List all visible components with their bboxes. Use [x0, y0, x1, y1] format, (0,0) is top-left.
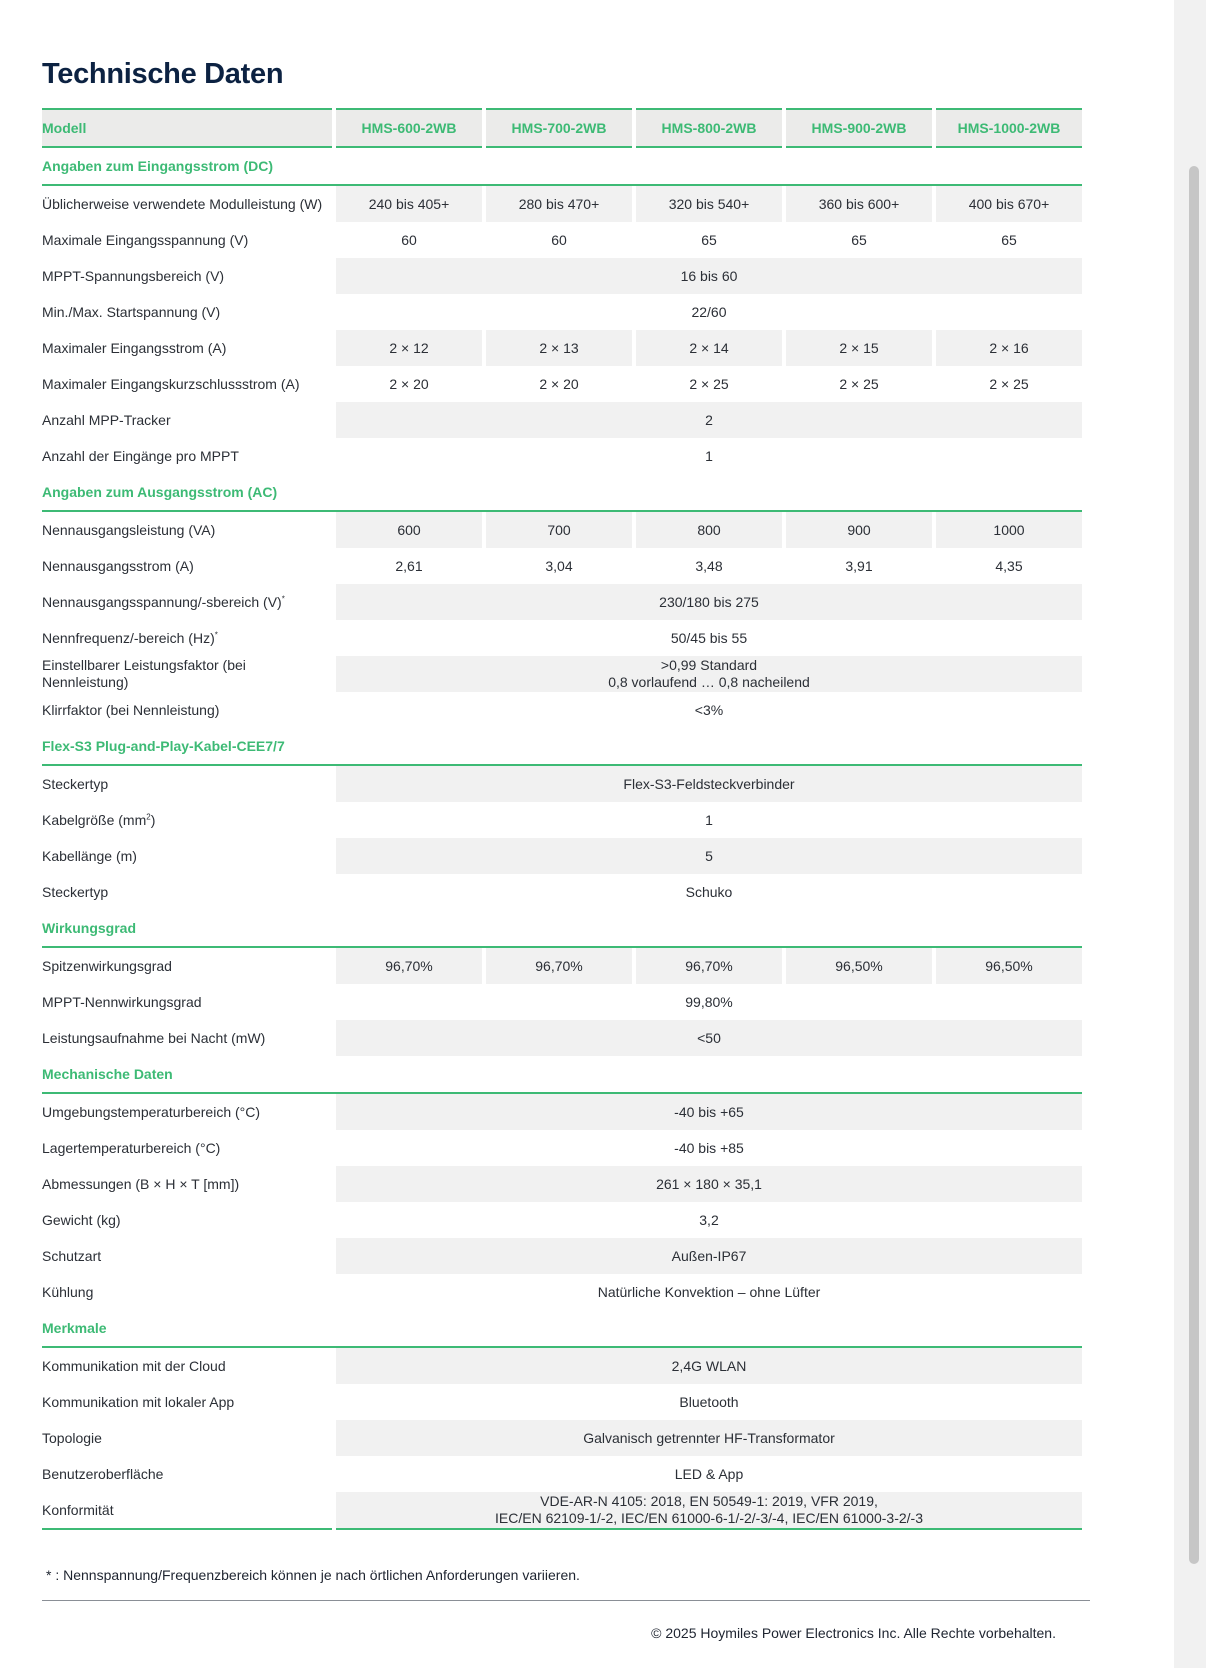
spec-row: [42, 512, 1082, 548]
spec-label-text: Min./Max. Startspannung (V): [42, 304, 221, 320]
model-header-row: [42, 108, 1082, 148]
section-header-row: [42, 148, 1082, 186]
spec-label: [42, 258, 332, 294]
spec-value-merged: [336, 874, 1082, 910]
spec-row: [42, 330, 1082, 366]
model-name: HMS-700-2WB: [486, 108, 632, 148]
spec-value: 96,50%: [936, 948, 1082, 984]
section-header-row: [42, 1310, 1082, 1348]
spec-value-merged: [336, 1130, 1082, 1166]
vertical-scrollbar[interactable]: [1174, 0, 1206, 1668]
spec-value: 2 × 12: [336, 330, 482, 366]
spec-row: [42, 402, 1082, 438]
spec-row: [42, 1166, 1082, 1202]
spec-value-line: Galvanisch getrennter HF-Transformator: [583, 1430, 835, 1446]
section-title: Angaben zum Ausgangsstrom (AC): [42, 474, 1082, 512]
spec-label: [42, 620, 332, 656]
spec-label: [42, 1020, 332, 1056]
spec-value-merged: [336, 620, 1082, 656]
spec-value-line: -40 bis +65: [674, 1104, 744, 1120]
spec-value: 1000: [936, 512, 1082, 548]
spec-value-line: 1: [705, 812, 713, 828]
spec-table-body: [42, 108, 1082, 1530]
section-header-row: [42, 728, 1082, 766]
spec-label: [42, 366, 332, 402]
spec-value-line: 1: [705, 448, 713, 464]
spec-value: 96,70%: [486, 948, 632, 984]
spec-label: [42, 1166, 332, 1202]
spec-label: [42, 1420, 332, 1456]
section-title: Angaben zum Eingangsstrom (DC): [42, 148, 1082, 186]
spec-label: [42, 512, 332, 548]
spec-row: [42, 258, 1082, 294]
spec-row: [42, 1238, 1082, 1274]
spec-row: [42, 1094, 1082, 1130]
spec-value-line: Natürliche Konvektion – ohne Lüfter: [597, 1284, 821, 1300]
spec-value: 2 × 20: [539, 376, 579, 392]
spec-value-merged: [336, 1492, 1082, 1530]
section-title: Merkmale: [42, 1310, 1082, 1348]
section-header-row: [42, 1056, 1082, 1094]
section-title: Flex-S3 Plug-and-Play-Kabel-CEE7/7: [42, 728, 1082, 766]
spec-value: 4,35: [995, 558, 1023, 574]
spec-value: 2 × 15: [786, 330, 932, 366]
spec-row: [42, 948, 1082, 984]
spec-value-merged: [336, 438, 1082, 474]
spec-value-merged: [336, 656, 1082, 692]
spec-row: [42, 584, 1082, 620]
spec-value-merged: [336, 1166, 1082, 1202]
spec-label: [42, 692, 332, 728]
spec-label-text: Nennausgangsspannung/-sbereich (V): [42, 594, 282, 610]
spec-value: 60: [551, 232, 567, 248]
spec-label-text: Steckertyp: [42, 776, 109, 792]
spec-value: 360 bis 600+: [786, 186, 932, 222]
spec-row: [42, 1202, 1082, 1238]
spec-row: [42, 186, 1082, 222]
spec-row: [42, 802, 1082, 838]
spec-label-text: Einstellbarer Leistungsfaktor (bei Nennleistung): [42, 657, 246, 690]
spec-value-line: <3%: [694, 702, 724, 718]
spec-row: [42, 874, 1082, 910]
spec-label: [42, 584, 332, 620]
spec-value: 320 bis 540+: [636, 186, 782, 222]
section-title: Wirkungsgrad: [42, 910, 1082, 948]
spec-value-line: -40 bis +85: [674, 1140, 744, 1156]
spec-row: [42, 548, 1082, 584]
spec-label-text: Klirrfaktor (bei Nennleistung): [42, 702, 220, 718]
spec-value: 3,04: [545, 558, 573, 574]
spec-label-text: Kommunikation mit der Cloud: [42, 1358, 226, 1374]
spec-label: [42, 1492, 332, 1530]
spec-label: [42, 402, 332, 438]
spec-value: 65: [851, 232, 867, 248]
spec-label: [42, 948, 332, 984]
spec-value-line: 261 × 180 × 35,1: [656, 1176, 762, 1192]
spec-value-merged: [336, 802, 1082, 838]
spec-label: [42, 1094, 332, 1130]
spec-value-merged: [336, 1020, 1082, 1056]
scrollbar-thumb[interactable]: [1189, 166, 1199, 1564]
spec-value-line: Außen-IP67: [671, 1248, 747, 1264]
spec-label-text: Kabellänge (m): [42, 848, 137, 864]
spec-label-text: Üblicherweise verwendete Modulleistung (W): [42, 196, 323, 212]
spec-value: 280 bis 470+: [486, 186, 632, 222]
spec-row: [42, 766, 1082, 802]
spec-value: 2 × 20: [389, 376, 429, 392]
spec-value-line: LED & App: [674, 1466, 744, 1482]
spec-label: [42, 1274, 332, 1310]
spec-label-text: Steckertyp: [42, 884, 109, 900]
spec-value-line: 0,8 vorlaufend … 0,8 nacheilend: [608, 674, 810, 690]
spec-value: 65: [1001, 232, 1017, 248]
spec-label-text: Nennausgangsleistung (VA): [42, 522, 216, 538]
spec-label-text: Kabelgröße (mm: [42, 812, 147, 828]
spec-label-text: Umgebungstemperaturbereich (°C): [42, 1104, 261, 1120]
spec-label-text: Benutzeroberfläche: [42, 1466, 164, 1482]
spec-value-line: IEC/EN 62109-1/-2, IEC/EN 61000-6-1/-2/-3/-4, IEC/EN 61000-3-2/-3: [495, 1510, 923, 1526]
spec-row: [42, 1420, 1082, 1456]
spec-label-text: Spitzenwirkungsgrad: [42, 958, 172, 974]
spec-value: 60: [401, 232, 417, 248]
spec-label: [42, 656, 332, 692]
spec-value: 600: [336, 512, 482, 548]
spec-value-line: 2,4G WLAN: [671, 1358, 747, 1374]
spec-row: [42, 366, 1082, 402]
spec-value: 2 × 16: [936, 330, 1082, 366]
spec-label: [42, 186, 332, 222]
spec-row: [42, 438, 1082, 474]
spec-value: 900: [786, 512, 932, 548]
spec-value-line: Schuko: [685, 884, 733, 900]
spec-value-merged: [336, 1238, 1082, 1274]
spec-label: [42, 1348, 332, 1384]
spec-label-text: Maximaler Eingangsstrom (A): [42, 340, 227, 356]
spec-label-text: MPPT-Nennwirkungsgrad: [42, 994, 202, 1010]
copyright-notice: © 2025 Hoymiles Power Electronics Inc. Alle Rechte vorbehalten.: [651, 1625, 1056, 1641]
spec-label: [42, 766, 332, 802]
spec-label: [42, 294, 332, 330]
spec-label: [42, 838, 332, 874]
spec-value: 2 × 14: [636, 330, 782, 366]
section-header-row: [42, 910, 1082, 948]
spec-value-line: VDE-AR-N 4105: 2018, EN 50549-1: 2019, VFR 2019,: [540, 1493, 878, 1509]
spec-value-merged: [336, 1274, 1082, 1310]
spec-label: [42, 222, 332, 258]
page-title: Technische Daten: [42, 58, 284, 90]
spec-value-merged: [336, 984, 1082, 1020]
spec-label-text: Anzahl MPP-Tracker: [42, 412, 171, 428]
superscript-mark: *: [281, 594, 285, 604]
section-header-row: [42, 474, 1082, 512]
spec-value-merged: [336, 1348, 1082, 1384]
spec-value-line: 99,80%: [685, 994, 733, 1010]
model-name: HMS-800-2WB: [636, 108, 782, 148]
spec-value: 400 bis 670+: [936, 186, 1082, 222]
spec-value-merged: [336, 766, 1082, 802]
spec-label: [42, 438, 332, 474]
spec-label-text: Topologie: [42, 1430, 102, 1446]
spec-row: [42, 222, 1082, 258]
spec-value: 2 × 25: [839, 376, 879, 392]
spec-value-merged: [336, 402, 1082, 438]
spec-label: [42, 802, 332, 838]
spec-label: [42, 1456, 332, 1492]
spec-label: [42, 1130, 332, 1166]
superscript-mark: 2: [146, 812, 151, 822]
spec-value: 700: [486, 512, 632, 548]
spec-row: [42, 692, 1082, 728]
spec-row: [42, 1348, 1082, 1384]
spec-value-merged: [336, 1384, 1082, 1420]
spec-row: [42, 1274, 1082, 1310]
spec-label: [42, 330, 332, 366]
spec-value-merged: [336, 1202, 1082, 1238]
spec-label: [42, 548, 332, 584]
spec-value-line: 230/180 bis 275: [659, 594, 759, 610]
spec-label: [42, 1202, 332, 1238]
spec-value: 3,91: [845, 558, 873, 574]
superscript-mark: *: [214, 630, 218, 640]
spec-value-line: 50/45 bis 55: [670, 630, 748, 646]
spec-label: [42, 1384, 332, 1420]
spec-value-merged: [336, 1456, 1082, 1492]
spec-label-text: Maximale Eingangsspannung (V): [42, 232, 249, 248]
spec-label-text: Anzahl der Eingänge pro MPPT: [42, 448, 239, 464]
spec-label: [42, 1238, 332, 1274]
spec-value: 240 bis 405+: [336, 186, 482, 222]
spec-value-line: Flex-S3-Feldsteckverbinder: [623, 776, 795, 792]
spec-value-merged: [336, 584, 1082, 620]
spec-table: [38, 108, 1086, 1530]
spec-value-merged: [336, 838, 1082, 874]
model-header-label: Modell: [42, 108, 332, 148]
spec-row: [42, 294, 1082, 330]
spec-row: [42, 656, 1082, 692]
spec-row: [42, 620, 1082, 656]
spec-label-suffix: ): [150, 812, 156, 828]
spec-row: [42, 1020, 1082, 1056]
spec-row: [42, 1384, 1082, 1420]
spec-value: 2 × 25: [689, 376, 729, 392]
spec-label-text: Kommunikation mit lokaler App: [42, 1394, 235, 1410]
spec-label: [42, 874, 332, 910]
spec-value: 96,70%: [336, 948, 482, 984]
spec-label-text: Maximaler Eingangskurzschlussstrom (A): [42, 376, 300, 392]
footnote: * : Nennspannung/Frequenzbereich können je nach örtlichen Anforderungen variieren.: [46, 1567, 580, 1583]
model-name: HMS-1000-2WB: [936, 108, 1082, 148]
spec-label-text: Kühlung: [42, 1284, 94, 1300]
spec-label-text: Lagertemperaturbereich (°C): [42, 1140, 221, 1156]
spec-value-line: <50: [697, 1030, 721, 1046]
spec-row: [42, 984, 1082, 1020]
spec-row: [42, 1492, 1082, 1530]
spec-row: [42, 838, 1082, 874]
spec-label-text: Nennfrequenz/-bereich (Hz): [42, 630, 215, 646]
spec-value-line: 22/60: [691, 304, 727, 320]
spec-value: 2,61: [395, 558, 423, 574]
spec-label-text: Konformität: [42, 1501, 114, 1518]
spec-label-text: MPPT-Spannungsbereich (V): [42, 268, 225, 284]
spec-value: 96,50%: [786, 948, 932, 984]
spec-value-merged: [336, 692, 1082, 728]
spec-value-line: 3,2: [699, 1212, 719, 1228]
spec-value-merged: [336, 1420, 1082, 1456]
spec-value-merged: [336, 258, 1082, 294]
spec-label-text: Gewicht (kg): [42, 1212, 121, 1228]
model-name: HMS-600-2WB: [336, 108, 482, 148]
spec-value-merged: [336, 1094, 1082, 1130]
spec-value: 96,70%: [636, 948, 782, 984]
spec-value-line: 2: [705, 412, 713, 428]
spec-row: [42, 1456, 1082, 1492]
spec-label-text: Nennausgangsstrom (A): [42, 558, 194, 574]
spec-value-line: 5: [705, 848, 713, 864]
spec-value: 2 × 25: [989, 376, 1029, 392]
spec-value-line: >0,99 Standard: [660, 657, 758, 673]
spec-label: [42, 984, 332, 1020]
spec-label-text: Leistungsaufnahme bei Nacht (mW): [42, 1030, 266, 1046]
spec-label-text: Abmessungen (B × H × T [mm]): [42, 1176, 240, 1192]
spec-value-line: Bluetooth: [679, 1394, 739, 1410]
spec-row: [42, 1130, 1082, 1166]
spec-value: 800: [636, 512, 782, 548]
footer-divider: [42, 1600, 1090, 1601]
spec-value-line: 16 bis 60: [680, 268, 738, 284]
spec-value: 2 × 13: [486, 330, 632, 366]
spec-value-merged: [336, 294, 1082, 330]
model-name: HMS-900-2WB: [786, 108, 932, 148]
spec-label-text: Schutzart: [42, 1248, 102, 1264]
spec-value: 3,48: [695, 558, 723, 574]
spec-value: 65: [701, 232, 717, 248]
section-title: Mechanische Daten: [42, 1056, 1082, 1094]
